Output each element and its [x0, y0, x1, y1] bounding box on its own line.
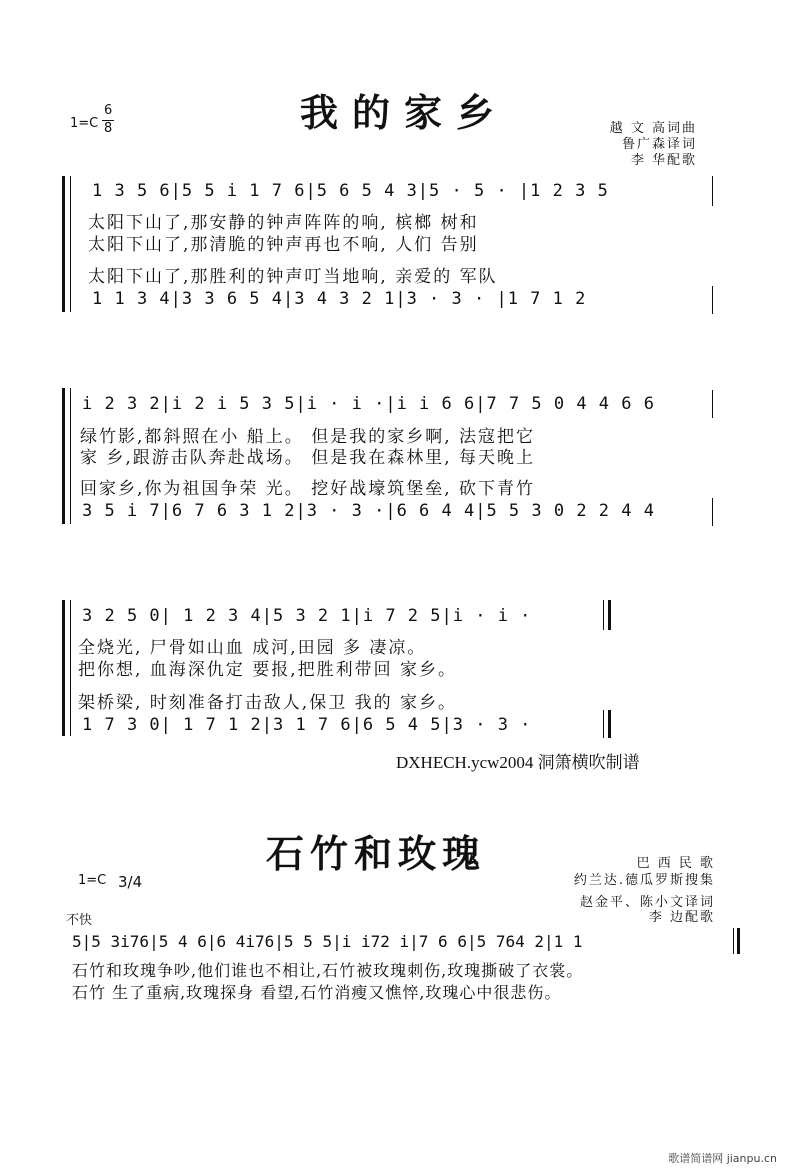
song1-key: 1=C — [70, 116, 99, 131]
song1-signature: DXHECH.ycw2004 洞箫横吹制谱 — [396, 753, 640, 772]
system3-upper-notes: 3 2 5 0| 1 2 3 4|5 3 2 1|i 7 2 5|i · i · — [82, 606, 532, 626]
song2-tempo: 不快 — [66, 913, 93, 928]
system3-lower-notes: 1 7 3 0| 1 7 1 2|3 1 7 6|6 5 4 5|3 · 3 · — [82, 715, 532, 735]
system3-final-bar-thick-lower — [608, 710, 611, 738]
system1-end-bar-lower — [712, 286, 713, 314]
system2-end-bar — [712, 390, 713, 418]
song2-credit-1: 巴 西 民 歌 — [636, 856, 715, 871]
song1-credit-2: 鲁广森译词 — [621, 137, 697, 152]
song1-credit-3: 李 华配歌 — [630, 153, 697, 168]
system3-final-bar-thin-lower — [603, 710, 604, 738]
system1-end-bar — [712, 176, 713, 206]
watermark: 歌谱简谱网 jianpu.cn — [668, 1152, 777, 1165]
song2-credit-3: 赵金平、陈小文译词 — [579, 895, 715, 910]
system2-lyric-b: 家 乡,跟游击队奔赴战场。 但是我在森林里, 每天晚上 — [80, 448, 536, 468]
system1-brace — [62, 176, 65, 312]
system2-line — [70, 388, 71, 524]
song2-lyric-a: 石竹和玫瑰争吵,他们谁也不相让,石竹被玫瑰刺伤,玫瑰撕破了衣裳。 — [72, 961, 584, 980]
song2-notes: 5|5 3i76|5 4 6|6 4i76|5 5 5|i i72 i|7 6 6|5 764 2|1 1 — [72, 932, 583, 951]
system2-end-bar-lower — [712, 498, 713, 526]
system2-lower-notes: 3 5 i 7|6 7 6 3 1 2|3 · 3 ·|6 6 4 4|5 5 3 0 2 2 4 4 — [82, 501, 655, 521]
system3-lyric-b: 把你想, 血海深仇定 要报,把胜利带回 家乡。 — [78, 660, 458, 680]
song2-final-bar-thick — [737, 928, 740, 954]
system2-lyric-c: 回家乡,你为祖国争荣 光。 挖好战壕筑堡垒, 砍下青竹 — [80, 479, 536, 499]
system3-lyric-c: 架桥梁, 时刻准备打击敌人,保卫 我的 家乡。 — [78, 693, 458, 713]
song2-credit-4: 李 边配歌 — [648, 910, 715, 925]
song2-key: 1=C — [78, 873, 107, 888]
system2-upper-notes: i 2 3 2|i 2 i 5 3 5|i · i ·|i i 6 6|7 7 5 0 4 4 6 6 — [82, 394, 655, 414]
system3-lyric-a: 全烧光, 尸骨如山血 成河,田园 多 凄凉。 — [78, 638, 427, 658]
system3-final-bar-thin — [603, 600, 604, 630]
song2-title: 石竹和玫瑰 — [266, 832, 487, 876]
song1-time-num: 6 — [104, 103, 113, 118]
system3-brace — [62, 600, 65, 736]
song2-final-bar-thin — [733, 928, 734, 954]
system1-upper-notes: 1 3 5 6|5 5 i 1 7 6|5 6 5 4 3|5 · 5 · |1 2 3 5 — [92, 181, 609, 201]
system1-lyric-b: 太阳下山了,那清脆的钟声再也不响, 人们 告别 — [88, 235, 479, 255]
system1-lyric-a: 太阳下山了,那安静的钟声阵阵的响, 槟榔 树和 — [88, 213, 479, 233]
system2-brace — [62, 388, 65, 524]
system1-lower-notes: 1 1 3 4|3 3 6 5 4|3 4 3 2 1|3 · 3 · |1 7 1 2 — [92, 289, 587, 309]
song2-time: 3/4 — [118, 873, 143, 891]
song1-credit-1: 越 文 高词曲 — [609, 121, 697, 136]
system1-line — [70, 176, 71, 312]
song1-time-den: 8 — [104, 121, 113, 136]
system1-lyric-c: 太阳下山了,那胜利的钟声叮当地响, 亲爱的 军队 — [88, 267, 498, 287]
song1-title: 我的家乡 — [300, 91, 509, 135]
system2-lyric-a: 绿竹影,都斜照在小 船上。 但是我的家乡啊, 法寇把它 — [80, 427, 536, 447]
song2-lyric-b: 石竹 生了重病,玫瑰探身 看望,石竹消瘦又憔悴,玫瑰心中很悲伤。 — [72, 983, 562, 1002]
song2-credit-2: 约兰达.德瓜罗斯搜集 — [573, 873, 715, 888]
system3-final-bar-thick — [608, 600, 611, 630]
system3-line — [70, 600, 71, 736]
